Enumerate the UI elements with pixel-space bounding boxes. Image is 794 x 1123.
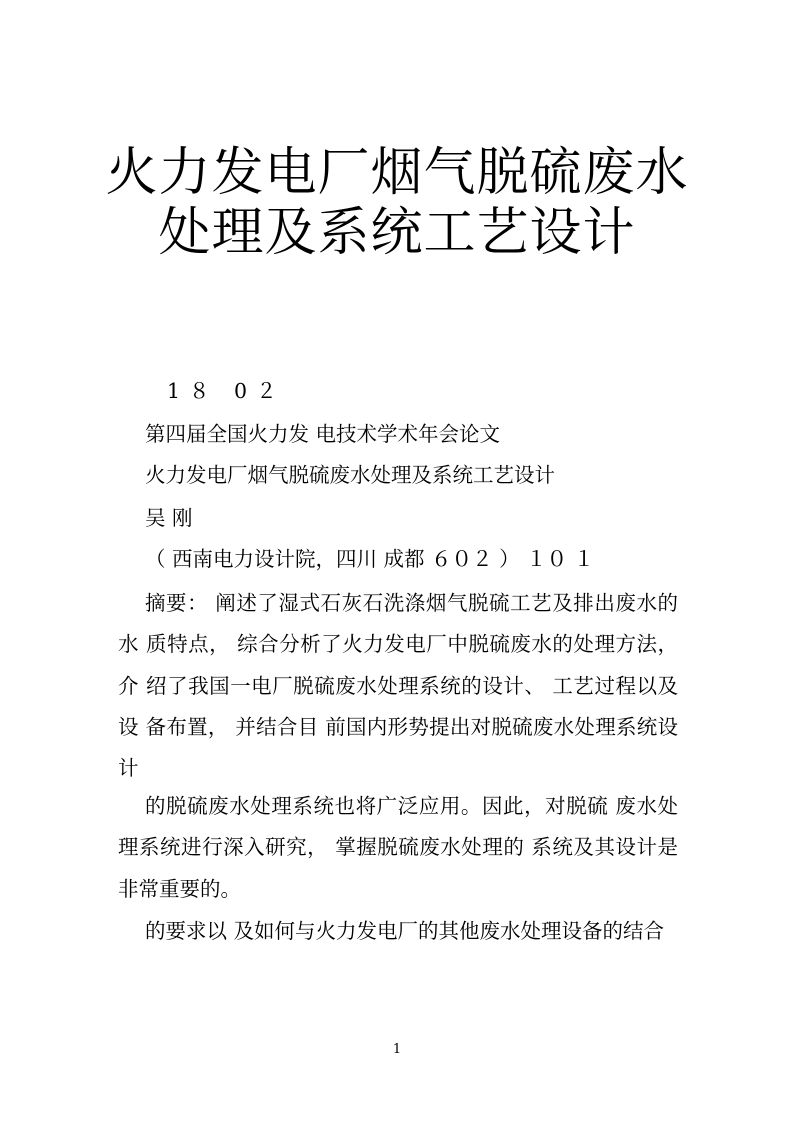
page-number: 1: [392, 1042, 402, 1057]
author-affiliation: （ 西南电力设计院，四川 成都 ６０２ ） １０ １: [145, 547, 595, 571]
body-paragraph: 的要求以 及如何与火力发电厂的其他废水处理设备的结合: [145, 919, 665, 943]
abstract-paragraph: 摘要： 阐述了湿式石灰石洗涤烟气脱硫工艺及排出废水的水 质特点， 综合分析了火力发电厂中脱硫废水的处理方法， 介 绍了我国一电厂脱硫废水处理系统的设计、 工艺过程以及设 备布置， 并结合目 前国内形势提出对脱硫废水处理系统设计: [118, 591, 678, 781]
body-paragraph: 的脱硫废水处理系统也将广泛应用。因此，对脱硫 废水处理系统进行深入研究， 掌握脱硫废水处理的 系统及其设计是非常重要的。: [118, 794, 678, 901]
document-title-line-2: 处理及系统工艺设计: [158, 203, 636, 263]
document-title-line-1: 火力发电厂烟气脱硫废水: [105, 143, 689, 203]
document-number: 1８ 0２: [167, 379, 286, 403]
conference-name: 第四届全国火力发 电技术学术年会论文: [145, 422, 501, 446]
paper-title: 火力发电厂烟气脱硫废水处理及系统工艺设计: [145, 463, 555, 487]
author-name: 吴 刚: [145, 506, 193, 530]
